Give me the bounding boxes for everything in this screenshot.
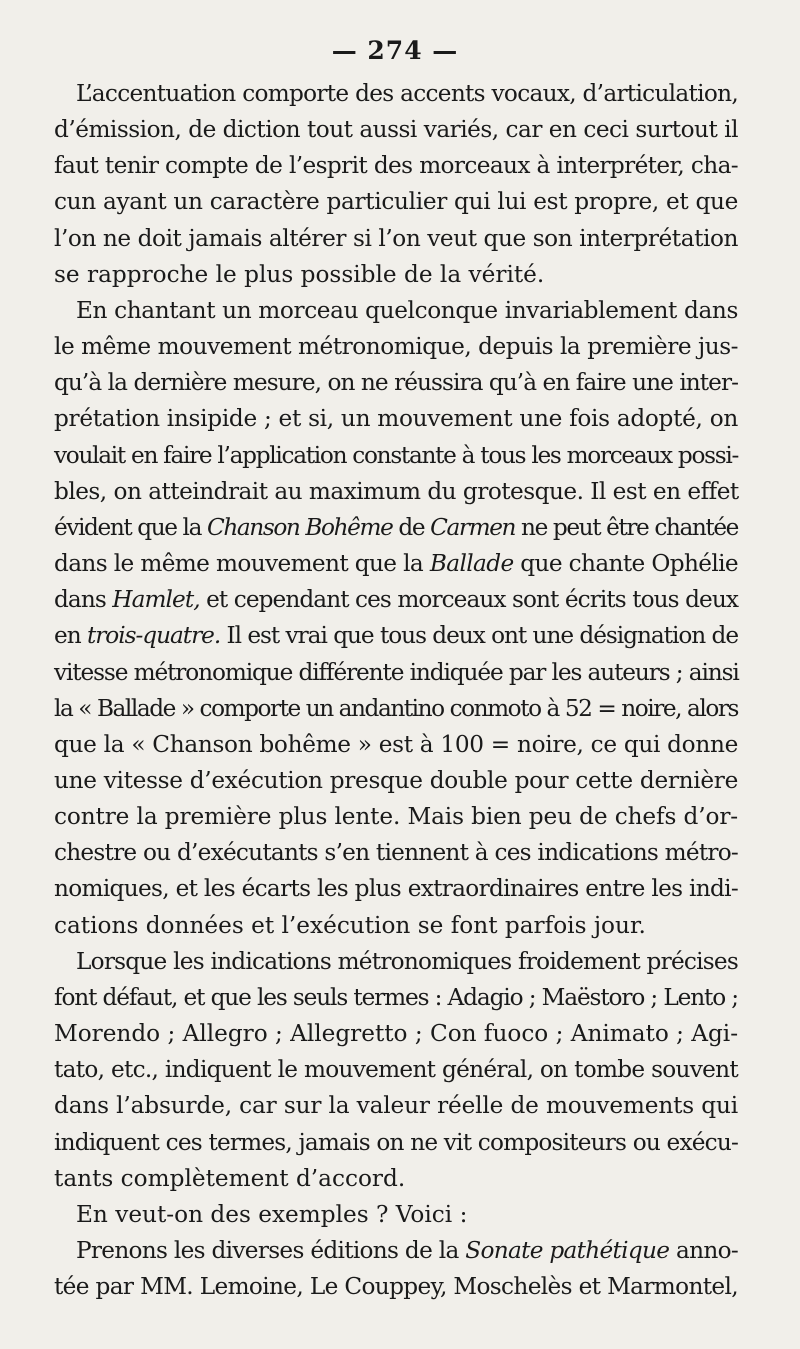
paragraph-5	[54, 1233, 738, 1305]
text-line: font défaut, et que les seuls termes : Adagio ; Maëstoro ; Lento ;	[54, 983, 738, 1011]
title-carmen: Carmen	[430, 513, 516, 541]
text-line: En veut-on des exemples ? Voici :	[76, 1200, 468, 1228]
text-line	[54, 582, 738, 618]
text-line: chestre ou d’exécutants s’en tiennent à ces indications métro-	[54, 839, 738, 867]
text-line: tato, etc., indiquent le mouvement général, on tombe souvent	[54, 1056, 739, 1084]
text-line: Morendo ; Allegro ; Allegretto ; Con fuoco ; Animato ; Agi-	[54, 1020, 739, 1048]
text-line: En chantant un morceau quelconque invariablement dans	[76, 296, 738, 324]
text-line: prétation insipide ; et si, un mouvement une fois adopté, on	[54, 405, 738, 433]
text-run: évident que la	[54, 513, 207, 541]
title-hamlet: Hamlet,	[112, 586, 200, 614]
text-line: qu’à la dernière mesure, on ne réussira qu’à en faire une inter-	[54, 369, 739, 397]
paragraph-1	[54, 76, 738, 293]
text-line: tée par MM. Lemoine, Le Couppey, Moschelès et Marmontel,	[54, 1273, 738, 1301]
title-sonate-pathetique: Sonate pathétique	[465, 1237, 670, 1264]
text-run: Prenons les diverses éditions de la	[76, 1237, 466, 1264]
text-line: le même mouvement métronomique, depuis la première jus-	[54, 333, 738, 361]
paragraph-3	[54, 944, 738, 1197]
title-ballade: Ballade	[429, 550, 514, 578]
text-run: que chante Ophélie	[513, 550, 739, 578]
text-line: Lorsque les indications métronomiques froidement précises	[76, 947, 738, 975]
text-run: de	[392, 513, 431, 541]
text-line: nomiques, et les écarts les plus extraordinaires entre les indi-	[54, 875, 739, 903]
body-text	[54, 76, 738, 1305]
paragraph-4	[54, 1197, 738, 1233]
title-chanson-boheme: Chanson Bohême	[206, 513, 393, 541]
text-line	[54, 510, 738, 546]
text-run: et cependant ces morceaux sont écrits tous deux	[199, 586, 738, 614]
text-line: se rapproche le plus possible de la vérité.	[54, 260, 545, 288]
term-trois-quatre: trois-quatre.	[86, 622, 221, 650]
text-line: une vitesse d’exécution presque double pour cette dernière	[54, 766, 738, 794]
text-line: la « Ballade » comporte un andantino conmoto à 52 = noire, alors	[54, 694, 738, 722]
text-line: dans l’absurde, car sur la valeur réelle de mouvements qui	[54, 1092, 738, 1120]
text-line	[54, 618, 738, 654]
text-run: en	[54, 622, 87, 650]
text-line: contre la première plus lente. Mais bien peu de chefs d’or-	[54, 803, 738, 831]
text-line: vitesse métronomique différente indiquée par les auteurs ; ainsi	[54, 658, 739, 686]
text-line: tants complètement d’accord.	[54, 1164, 406, 1192]
text-line: cations données et l’exécution se font parfois jour.	[54, 911, 646, 939]
text-run: ne peut être chantée	[515, 513, 738, 541]
text-line: que la « Chanson bohême » est à 100 = noire, ce qui donne	[54, 730, 739, 758]
text-run: dans	[54, 586, 113, 614]
text-line	[54, 1233, 738, 1269]
text-line: voulait en faire l’application constante à tous les morceaux possi-	[54, 441, 739, 469]
text-line: faut tenir compte de l’esprit des morceaux à interpréter, cha-	[54, 152, 738, 180]
page-number: — 274 —	[331, 36, 459, 65]
text-line: bles, on atteindrait au maximum du grotesque. Il est en effet	[54, 477, 739, 505]
text-run: dans le même mouvement que la	[54, 550, 430, 578]
text-line: L’accentuation comporte des accents vocaux, d’articulation,	[76, 80, 739, 107]
text-line	[54, 546, 738, 582]
text-run: Il est vrai que tous deux ont une désignation de	[220, 622, 739, 650]
text-line: l’on ne doit jamais altérer si l’on veut que son interprétation	[54, 224, 738, 252]
text-line: indiquent ces termes, jamais on ne vit compositeurs ou exécu-	[54, 1128, 739, 1156]
paragraph-2	[54, 293, 738, 944]
text-run: anno-	[669, 1237, 738, 1264]
text-line: d’émission, de diction tout aussi variés, car en ceci surtout il	[54, 116, 739, 144]
text-line: cun ayant un caractère particulier qui lui est propre, et que	[54, 188, 738, 216]
